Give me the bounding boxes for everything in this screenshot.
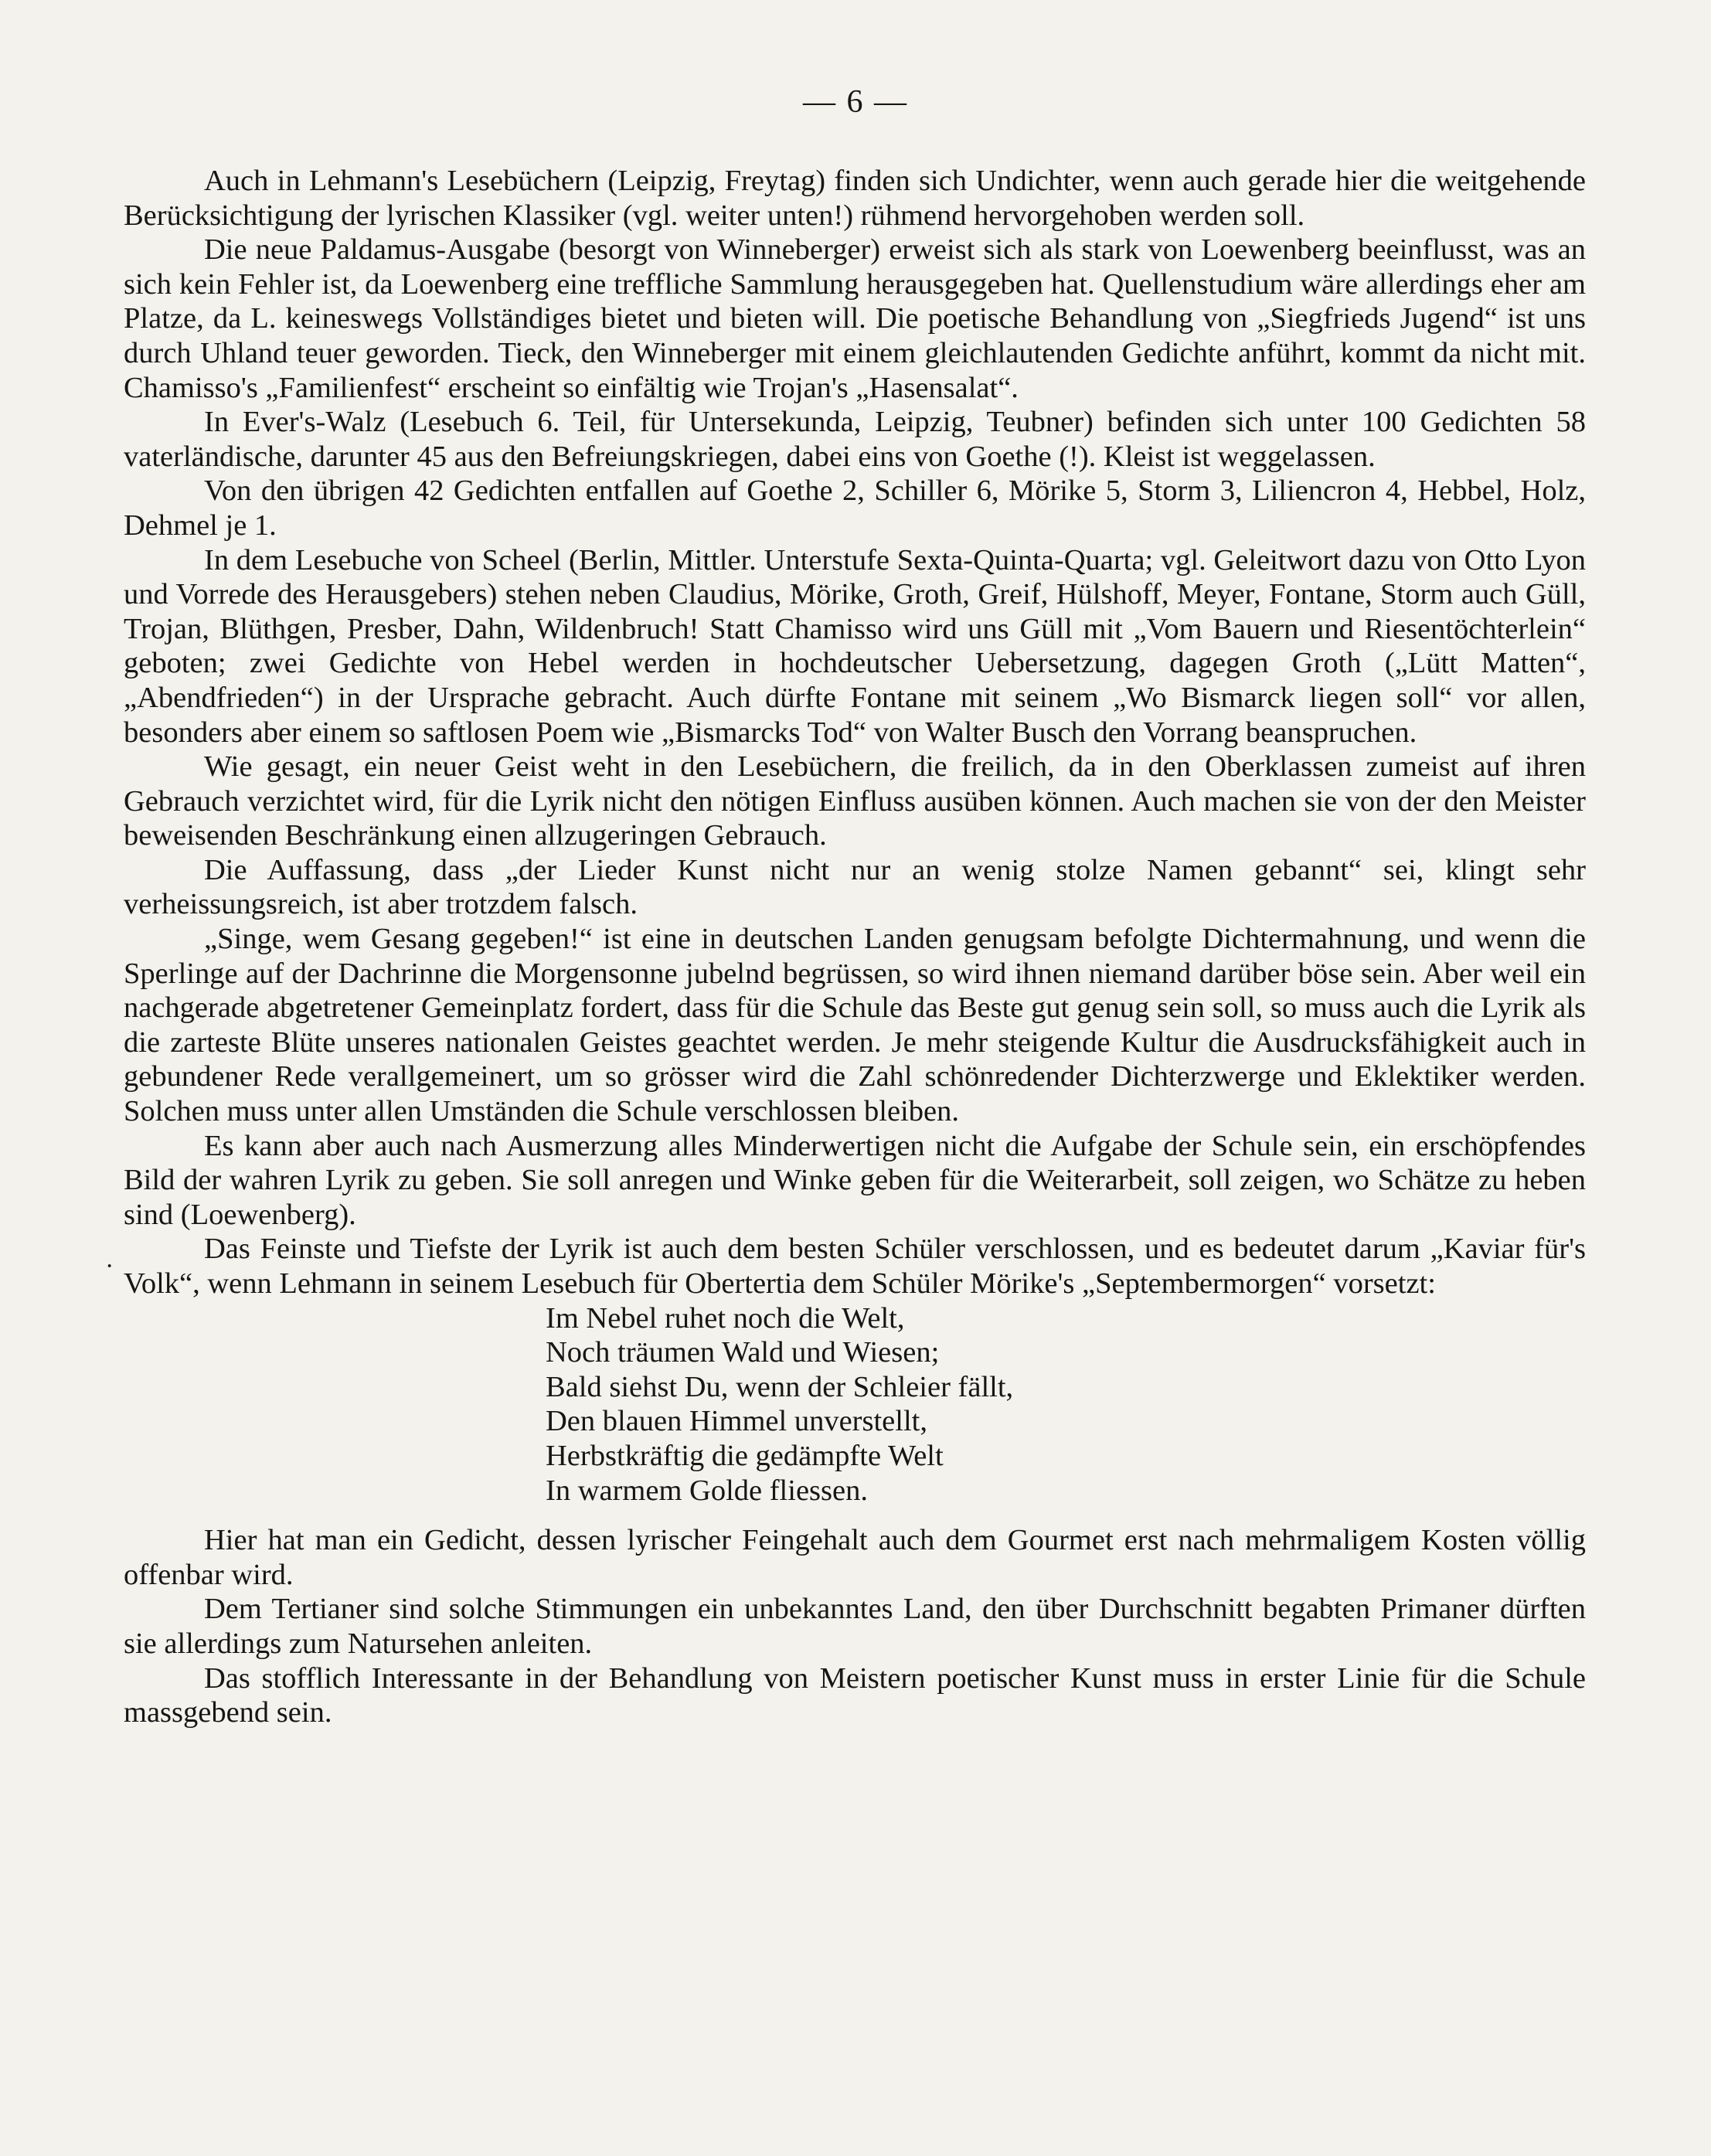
poem-line: In warmem Golde fliessen. — [546, 1474, 868, 1507]
paragraph-9: Es kann aber auch nach Ausmerzung alles Minderwertigen nicht die Aufgabe der Schule sein, ein erschöpfendes Bild der wahren Lyrik zu geben. Sie soll anregen und Winke geben für die Weiterarbeit, soll zeigen, wo Schätze zu heben sind (Loewenberg). — [124, 1129, 1586, 1231]
paragraph-10: Das Feinste und Tiefste der Lyrik ist auch dem besten Schüler verschlossen, und es bedeutet darum „Kaviar für's Volk“, wenn Lehmann in seinem Lesebuch für Obertertia dem Schüler Mörike's „Septembermorgen“ vorsetzt: — [124, 1233, 1586, 1300]
poem-quotation — [124, 1301, 1586, 1508]
margin-mark: · — [105, 1252, 114, 1280]
page-number: — 6 — — [803, 84, 908, 120]
closing-paragraph-2: Dem Tertianer sind solche Stimmungen ein unbekanntes Land, den über Durchschnitt begabten Primaner dürften sie allerdings zum Natursehen anleiten. — [124, 1593, 1586, 1660]
paragraph-7: Die Auffassung, dass „der Lieder Kunst nicht nur an wenig stolze Namen gebannt“ sei, klingt sehr verheissungsreich, ist aber trotzdem falsch. — [124, 853, 1586, 921]
paragraph-1: Auch in Lehmann's Lesebüchern (Leipzig, Freytag) finden sich Undichter, wenn auch gerade hier die weitgehende Berücksichtigung der lyrischen Klassiker (vgl. weiter unten!) rühmend hervorgehoben werden soll. — [124, 165, 1586, 232]
paragraph-2: Die neue Paldamus-Ausgabe (besorgt von Winneberger) erweist sich als stark von Loewenberg beeinflusst, was an sich kein Fehler ist, da Loewenberg eine treffliche Sammlung herausgegeben hat. Quellenstudium wäre allerdings eher am Platze, da L. keineswegs Vollständiges bietet und bieten will. Die poetische Behandlung von „Siegfrieds Jugend“ ist uns durch Uhland teuer geworden. Tieck, den Winneberger mit einem gleichlautenden Gedichte anführt, kommt da nicht mit. Chamisso's „Familienfest“ erscheint so einfältig wie Trojan's „Hasensalat“. — [124, 233, 1586, 404]
poem-line: Noch träumen Wald und Wiesen; — [546, 1336, 940, 1369]
paragraph-4: Von den übrigen 42 Gedichten entfallen auf Goethe 2, Schiller 6, Mörike 5, Storm 3, Liliencron 4, Hebbel, Holz, Dehmel je 1. — [124, 474, 1586, 542]
closing-paragraph-3: Das stofflich Interessante in der Behandlung von Meistern poetischer Kunst muss in erster Linie für die Schule massgebend sein. — [124, 1661, 1586, 1729]
poem-line: Herbstkräftig die gedämpfte Welt — [546, 1439, 944, 1472]
body-text — [124, 164, 1586, 1730]
closing-paragraph-1: Hier hat man ein Gedicht, dessen lyrischer Feingehalt auch dem Gourmet erst nach mehrmaligem Kosten völlig offenbar wird. — [124, 1524, 1586, 1591]
paragraph-3: In Ever's-Walz (Lesebuch 6. Teil, für Untersekunda, Leipzig, Teubner) befinden sich unter 100 Gedichten 58 vaterländische, darunter 45 aus den Befreiungskriegen, dabei eins von Goethe (!). Kleist ist weggelassen. — [124, 406, 1586, 473]
poem-line: Bald siehst Du, wenn der Schleier fällt, — [546, 1370, 1014, 1403]
paragraph-8: „Singe, wem Gesang gegeben!“ ist eine in deutschen Landen genugsam befolgte Dichtermahnung, und wenn die Sperlinge auf der Dachrinne die Morgensonne jubelnd begrüssen, so wird ihnen niemand darüber böse sein. Aber weil ein nachgerade abgetretener Gemeinplatz fordert, dass für die Schule das Beste gut genug sein soll, so muss auch die Lyrik als die zarteste Blüte unseres nationalen Geistes geachtet werden. Je mehr steigende Kultur die Ausdrucksfähigkeit auch in gebundener Rede verallgemeinert, um so grösser wird die Zahl schönredender Dichterzwerge und Eklektiker werden. Solchen muss unter allen Umständen die Schule verschlossen bleiben. — [124, 923, 1586, 1128]
poem-line: Den blauen Himmel unverstellt, — [546, 1405, 927, 1438]
paragraph-5: In dem Lesebuche von Scheel (Berlin, Mittler. Unterstufe Sexta-Quinta-Quarta; vgl. Geleitwort dazu von Otto Lyon und Vorrede des Herausgebers) stehen neben Claudius, Mörike, Groth, Greif, Hülshoff, Meyer, Fontane, Storm auch Güll, Trojan, Blüthgen, Presber, Dahn, Wildenbruch! Statt Chamisso wird uns Güll mit „Vom Bauern und Riesentöchterlein“ geboten; zwei Gedichte von Hebel werden in hochdeutscher Uebersetzung, dagegen Groth („Lütt Matten“, „Abendfrieden“) in der Ursprache gebracht. Auch dürfte Fontane mit seinem „Wo Bismarck liegen soll“ vor allen, besonders aber einem so saftlosen Poem wie „Bismarcks Tod“ von Walter Busch den Vorrang beanspruchen. — [124, 543, 1586, 749]
paragraph-6: Wie gesagt, ein neuer Geist weht in den Lesebüchern, die freilich, da in den Oberklassen zumeist auf ihren Gebrauch verzichtet wird, für die Lyrik nicht den nötigen Einfluss ausüben können. Auch machen sie von der den Meister beweisenden Beschränkung einen allzugeringen Gebrauch. — [124, 750, 1586, 852]
poem-line: Im Nebel ruhet noch die Welt, — [546, 1301, 905, 1335]
